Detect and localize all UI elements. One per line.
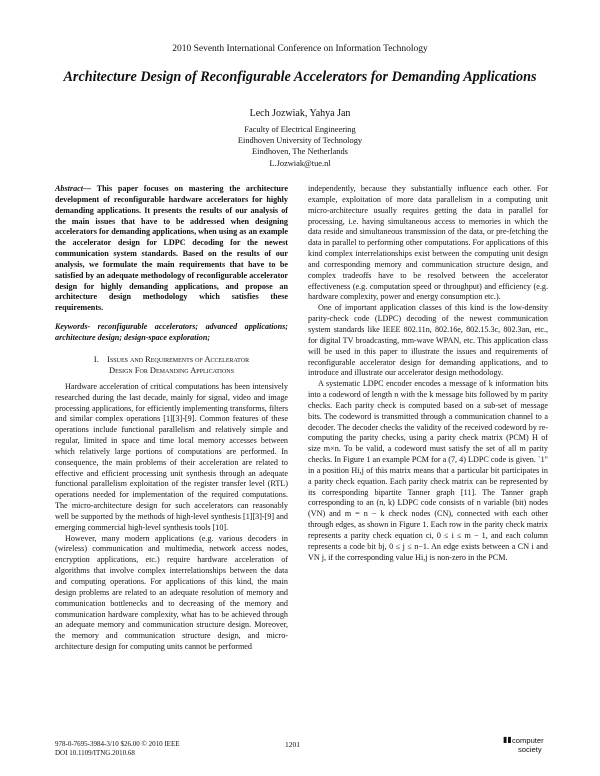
logo-text-computer: computer xyxy=(512,736,544,745)
footer-isbn: 978-0-7695-3984-3/10 $26.00 © 2010 IEEE xyxy=(55,740,180,748)
abstract-label: Abstract xyxy=(55,184,83,193)
left-paragraph-1: Hardware acceleration of critical computations has been intensively researched during the last decade, mainly for signal, video and image processing applications, for efficiently implementing transforms, filters and similar complex operations [1][3]-[9]. Common features of these operations include functional parallelism and relatively simple and regular, limited in space and time local memory accesses between which relatively large portions of computations are performed. In consequence, the main problems of their acceleration are related to effective and efficient processing unit synthesis through an adequate functional parallelism exploitation of the register transfer level (RTL) operations needed for implementation of the required computations. The micro-architecture design for such accelerators can reasonably well be supported by the methods of high-level synthesis [1][3]-[9] and emerging commercial high-level synthesis tools [10]. xyxy=(55,381,288,532)
page-number: 1201 xyxy=(285,740,300,749)
footer-doi: DOI 10.1109/ITNG.2010.68 xyxy=(55,749,135,757)
logo-bars-icon: ▮▮ xyxy=(503,735,512,744)
abstract-text: — This paper focuses on mastering the architecture development of reconfigurable hardware accelerators for highly demanding applications. It presents the results of our analysis of the main issues that have to be addressed when designing accelerators for demanding applications, when using as an example the accelerator design for LDPC decoding for the newest communication system standards. Based on the results of our analysis, we formulate the main requirements that have to be satisfied by an adequate methodology of reconfigurable accelerator design for highly demanding applications, and propose an architecture design methodology which satisfies these requirements. xyxy=(55,184,288,313)
paper-title: Architecture Design of Reconfigurable Accelerators for Demanding Applications xyxy=(63,69,537,85)
affiliation-department: Faculty of Electrical Engineering xyxy=(244,125,356,134)
keywords: Keywords- reconfigurable accelerators; advanced applications; architecture design; design-space exploration; xyxy=(55,322,288,342)
left-paragraph-2: However, many modern applications (e.g. various decoders in (wireless) communication and multimedia, network access nodes, encryption applications, etc.) require hardware acceleration of algorithms that involve complex interrelationships between the data and computing operations. For applications of this kind, the main design problems are related to an adequate resolution of memory and communication bottlenecks and to decreasing of the memory and communication hardware complexity, what has to be achieved through an adequate memory and communication structure design. Moreover, the memory and communication structure design, and micro-architecture design for computing units cannot be performed xyxy=(55,533,288,652)
section-title-line-1: Issues and Requirements of Accelerator xyxy=(107,354,250,364)
right-paragraph-2: One of important application classes of this kind is the low-density parity-check code (LDPC) decoding of the newest communication system standards like IEEE 802.11n, 802.16e, 802.15.3c, 802.3an, etc., for digital TV broadcasting, mm-wave WPAN, etc. This application class will be used in this paper to illustrate the issues and requirements of reconfigurable accelerator design for demanding applications, and to introduce and illustrate our accelerator design methodology. xyxy=(308,303,548,378)
section-title-line-2: Design For Demanding Applications xyxy=(109,365,234,375)
conference-header: 2010 Seventh International Conference on Information Technology xyxy=(172,44,428,54)
logo-text-society: society xyxy=(518,745,542,754)
section-number: I. xyxy=(93,354,99,364)
right-paragraph-1: independently, because they substantially influence each other. For example, exploitation of more data parallelism in a computing unit micro-architecture usually requires getting the data in parallel for processing, i.e. having simultaneous access to memories in which the data reside and simultaneous transmission of the data, or pre-fetching the data in parallel to performing other computations. For applications of this kind complex interrelationships exist between the computing unit design and corresponding memory and communication structure design, and complex tradeoffs have to be resolved between the accelerator effectiveness (e.g. computation speed or throughput) and efficiency (e.g. hardware complexity, power and energy consumption etc.). xyxy=(308,184,548,302)
right-column xyxy=(308,184,548,564)
affiliation-city: Eindhoven, The Netherlands xyxy=(252,147,348,157)
section-heading xyxy=(55,354,288,376)
affiliation-block xyxy=(0,124,600,169)
left-column xyxy=(55,184,288,653)
right-paragraph-3: A systematic LDPC encoder encodes a message of k information bits into a codeword of length n with the k message bits followed by m parity checks. Each parity check is computed based on a sub-set of message bits. The codeword is transmitted through a communication channel to a decoder. The decoder checks the validity of the received codeword by re-computing the parity checks, using a parity check matrix (PCM) H of size m×n. To be valid, a codeword must satisfy the set of all m parity checks. In Figure 1 an example PCM for a (7, 4) LDPC code is given. `1" in a position Hi,j of this matrix means that a particular bit participates in a parity check equation. Each parity check matrix can be represented by its corresponding bipartite Tanner graph [11]. The Tanner graph corresponding to an (n, k) LDPC code consists of n variable (bit) nodes (VN) and m = n − k check nodes (CN), connected with each other through edges, as shown in Figure 1. Each row in the parity check matrix represents a parity check equation ci, 0 ≤ i ≤ m − 1, and each column represents a code bit bj, 0 ≤ j ≤ n−1. An edge exists between a CN i and VN j, if the corresponding value Hi,j is non-zero in the PCM. xyxy=(308,379,548,562)
abstract xyxy=(55,184,288,314)
author-list: Lech Jozwiak, Yahya Jan xyxy=(249,108,351,119)
affiliation-email: L.Jozwiak@tue.nl xyxy=(269,158,331,168)
footer-publication-info xyxy=(55,740,180,758)
computer-society-logo xyxy=(500,733,560,761)
affiliation-university: Eindhoven University of Technology xyxy=(237,136,363,146)
